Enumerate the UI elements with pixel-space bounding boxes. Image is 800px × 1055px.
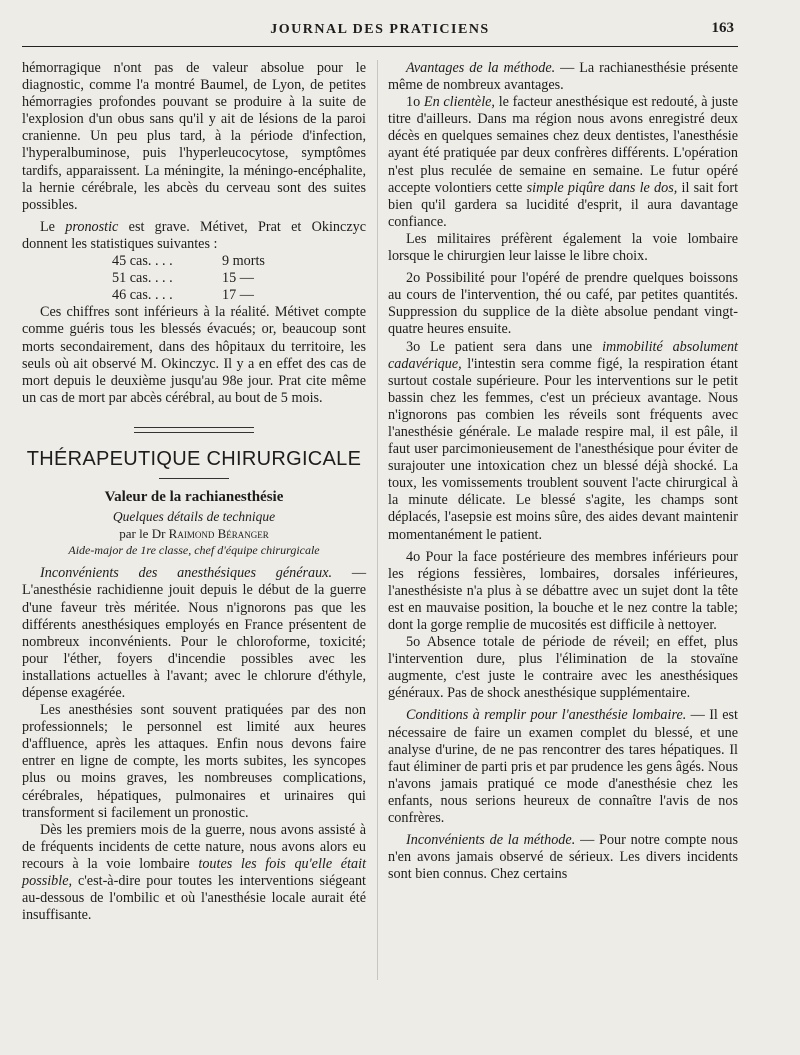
stats-cases: 46 cas. . . .: [112, 287, 173, 304]
stats-deaths: 17 —: [222, 287, 254, 304]
stats-deaths: 15 —: [222, 270, 254, 287]
italic-term: simple piqûre dans le dos,: [526, 179, 678, 196]
article-author: [22, 525, 366, 542]
italic-heading: Avantages de la méthode.: [406, 60, 556, 76]
paragraph-conditions: [388, 707, 738, 827]
statistics-list: [112, 253, 366, 304]
paragraph: 2o Possibilité pour l'opéré de prendre quelques boissons au cours de l'intervention, thé ou café, par petites quantités. Suppression du supplice de la diète absolue pendant vingt-quatre heures ensuite.: [388, 270, 738, 338]
section-rule: [134, 427, 254, 433]
text: est grave. Métivet, Prat et Okinczyc donnent les statistiques suivantes :: [22, 218, 367, 252]
text: — L'anesthésie rachidienne jouit depuis le début de la guerre d'une faveur très méritée. Nous n'ignorons pas que les différents anesthésiques employés en France présentent de nombreux inconvénients. Pour le chloroforme, toxicité; pour l'éther, foyers d'incendie possibles avec les installations actuelles à l'avant; avec le chlorure d'éthyle, dépense exagérée.: [22, 565, 367, 701]
stats-row: [112, 253, 366, 270]
title-rule: [159, 478, 229, 479]
text: le facteur anesthésique est redouté, à juste titre d'ailleurs. Dans ma région nous avons enregistré deux décès en quelques semaines chez deux dentistes, l'anesthésie ayant été pratiquée par deux confrères différents. L'opération n'est plus reculée de semaine en semaine. Le futur opéré accepte volontiers cette: [388, 94, 739, 196]
italic-term: toutes les fois qu'elle était possible,: [22, 855, 367, 890]
journal-title: JOURNAL DES PRATICIENS: [270, 22, 490, 37]
text: il sait fort bien qu'il gardera sa lucidité d'esprit, il aura davantage confiance.: [388, 179, 739, 230]
text: 3o Le patient sera dans une: [406, 338, 593, 355]
paragraph-inconvenients-methode: [388, 832, 738, 883]
author-name: Raimond Béranger: [168, 526, 269, 542]
paragraph: Ces chiffres sont inférieurs à la réalité. Métivet compte comme guéris tous les blessés évacués; or, beaucoup sont morts secondairement, dans des hôpitaux du territoire, les seuls où ait observé M. Okinczyc. Il y a en effet des cas de mort depuis le deuxième jusqu'au 98e jour. Prat cite même un cas de mort par abcès cérébral, au bout de 5 mois.: [22, 304, 366, 406]
article-title: Valeur de la rachianesthésie: [104, 488, 284, 505]
paragraph: Les militaires préfèrent également la voie lombaire lorsque le chirurgien leur laisse le libre choix.: [388, 230, 738, 265]
text: Dès les premiers mois de la guerre, nous avons assisté à de fréquents incidents de cette nature, nous avons alors eu recours à la voie lombaire: [22, 821, 366, 872]
column-divider: [377, 60, 378, 980]
stats-cases: 45 cas. . . .: [112, 253, 173, 270]
stats-row: [112, 287, 366, 304]
stats-row: [112, 270, 366, 287]
italic-term: En clientèle,: [423, 94, 495, 111]
text: l'intestin sera comme figé, la respiration étant surtout costale supérieure. Pour les interventions sur le petit bassin chez les femmes, c'est un précieux avantage. Nous n'ignorons pas combien les réveils sont fréquents avec l'anesthésie générale. Le malade respire mal, il est pâle, il faut user parcimonieusement de l'anesthésique pour éviter de surajouter une intoxication chez un blessé déjà shocké. La toux, les vomissements troublent souvent l'acte chirurgical à la minute délicate. Le blessé s'agite, les champs sont déplacés, l'asepsie est moins sûre, des aides devant maintenir momentanément le patient.: [388, 355, 738, 543]
paragraph-inconvenients: [22, 565, 366, 702]
paragraph: Les anesthésies sont souvent pratiquées par des non professionnels; le personnel est limité aux heures d'affluence, après les attaques. Enfin nous devons faire entrer en ligne de compte, les morts subites, les syncopes plus ou moins graves, les nombreuses complications, cérébrales, hépatiques, pulmonaires et urinaires qui transforment si facilement un pronostic.: [22, 702, 366, 821]
italic-heading: Inconvénients de la méthode.: [406, 832, 576, 849]
page-number: 163: [711, 20, 734, 36]
text: — Il est nécessaire de faire un examen complet du blessé, et une analyse d'urine, de ne pas rencontrer des tares hépatiques. Il faut éliminer de parti pris et par prudence les gens âgés. Nous n'avons jamais pratiqué ce mode d'anesthésie chez les enfants, nous serions heureux de connaître l'avis de nos confrères.: [388, 707, 738, 827]
author-role: Aide-major de 1re classe, chef d'équipe chirurgicale: [68, 543, 320, 558]
paragraph: hémorragique n'ont pas de valeur absolue pour le diagnostic, comme l'a montré Baumel, de Lyon, de petites hémorragies profondes pouvant se produire à la suite de l'explosion d'un obus sans qu'il y ait de lésions de la paroi cranienne. Un peu plus tard, à la période d'infection, l'hyperalbuminose, puis l'hyperleucocytose, symptômes tardifs, apparaissent. La méningite, la méningo-encéphalite, la hernie cérébrale, les abcès du cerveau sont des suites possibles.: [22, 60, 366, 213]
right-column: [388, 60, 738, 883]
page-header: [22, 16, 738, 47]
italic-term: immobilité absolument cadavérique,: [388, 338, 738, 372]
stats-cases: 51 cas. . . .: [112, 270, 173, 287]
text: — Pour notre compte nous n'en avons jamais observé de sérieux. Les divers incidents sont bien connus. Chez certains: [388, 832, 738, 883]
paragraph-avantages: [388, 60, 738, 94]
paragraph-pronostic: [22, 219, 366, 253]
italic-heading: Conditions à remplir pour l'anesthésie lombaire.: [406, 707, 687, 724]
section-title: THÉRAPEUTIQUE CHIRURGICALE: [26, 447, 362, 470]
paragraph: [388, 339, 738, 544]
text: 1o: [406, 94, 421, 111]
text: — La rachianesthésie présente même de nombreux avantages.: [388, 60, 738, 94]
stats-deaths: 9 morts: [222, 253, 265, 270]
author-prefix: par le Dr: [119, 526, 166, 542]
italic-heading: Inconvénients des anesthésiques généraux.: [40, 565, 333, 582]
paragraph: 5o Absence totale de période de réveil; en effet, plus l'intervention dure, plus l'élimination de la stovaïne augmente, c'est juste le contraire avec les anesthésiques généraux. Pas de shock anesthésique supplémentaire.: [388, 634, 738, 702]
article-subtitle: Quelques détails de technique: [112, 509, 276, 525]
paragraph: [22, 822, 366, 925]
text: Le: [40, 218, 55, 235]
paragraph: 4o Pour la face postérieure des membres inférieurs pour les régions fessières, lombaires, dorsales inférieures, l'anesthésiste n'a plus à se débattre avec un sujet dont la tête est en mauvaise position, la bouche et le nez contre la table; dont la gorge remplie de mucosités est difficile à nettoyer.: [388, 548, 738, 633]
italic-term: pronostic: [65, 218, 119, 235]
text: c'est-à-dire pour toutes les interventions siégeant au-dessous de l'ombilic et où l'anesthésie locale aurait été insuffisante.: [22, 873, 366, 924]
paragraph: [388, 94, 738, 231]
left-column: [22, 60, 366, 924]
